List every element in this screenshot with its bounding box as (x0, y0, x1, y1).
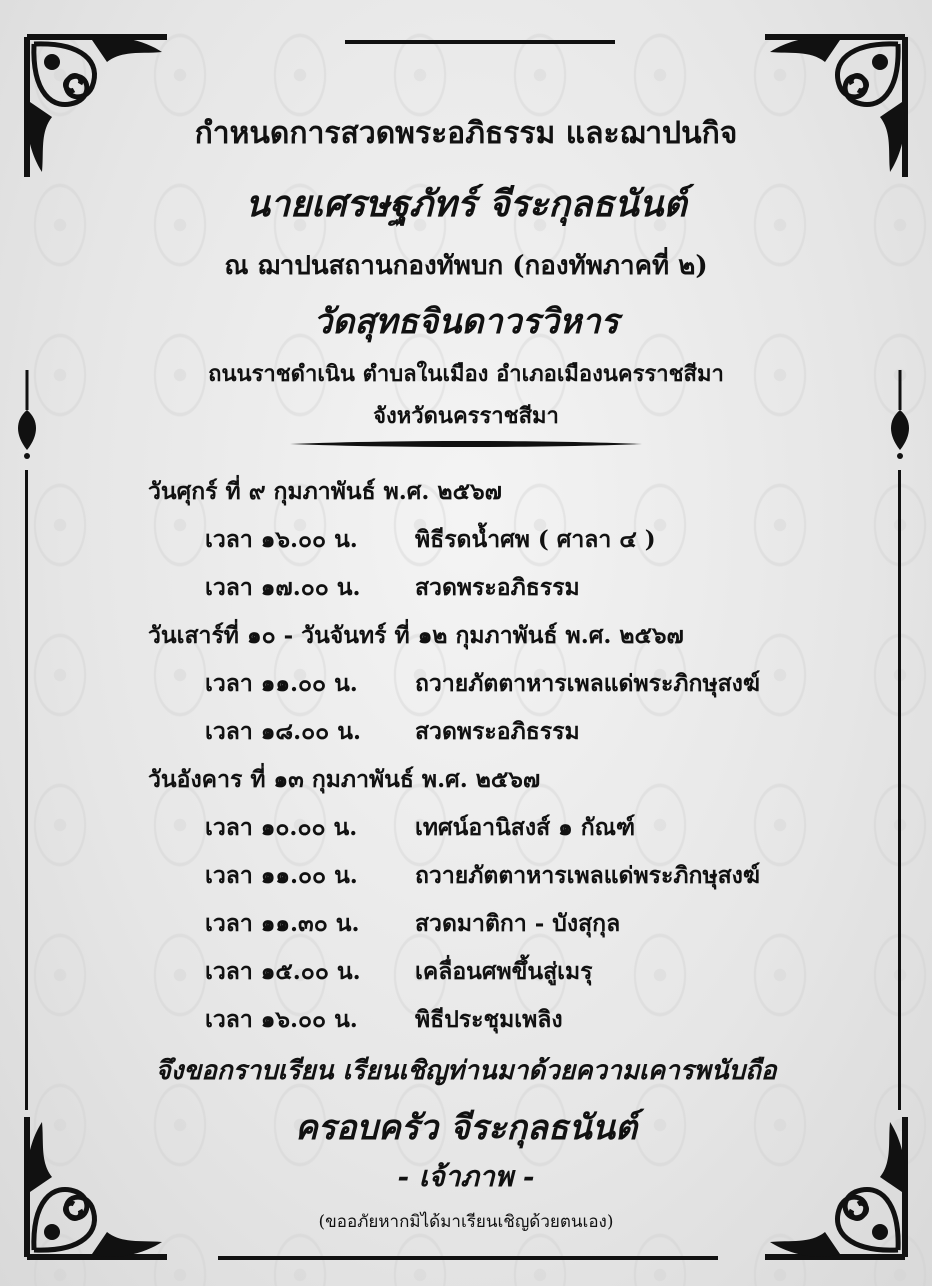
event-desc: ถวายภัตตาหารเพลแด่พระภิกษุสงฆ์ (415, 670, 760, 697)
closing-invitation: จึงขอกราบเรียน เรียนเชิญท่านมาด้วยความเคารพนับถือ (155, 1056, 777, 1086)
event-desc: สวดพระอภิธรรม (415, 718, 580, 745)
family-name: ครอบครัว จีระกุลธนันต์ (294, 1108, 638, 1148)
schedule-event (205, 570, 580, 606)
temple-name: วัดสุทธจินดาวรวิหาร (313, 302, 619, 342)
event-time: เวลา ๑๑.๐๐ น. (205, 862, 358, 889)
event-time: เวลา ๑๘.๐๐ น. (205, 718, 361, 745)
event-time: เวลา ๑๐.๐๐ น. (205, 814, 358, 841)
schedule-event (205, 954, 593, 990)
event-time: เวลา ๑๕.๐๐ น. (205, 958, 361, 985)
address-line-2: จังหวัดนครราชสีมา (373, 403, 559, 429)
event-time: เวลา ๑๑.๓๐ น. (205, 910, 360, 937)
schedule-event (205, 666, 760, 702)
schedule-event (205, 810, 635, 846)
event-desc: พิธีรดน้ำศพ ( ศาลา ๔ ) (415, 526, 656, 553)
event-desc: สวดมาติกา - บังสุกุล (415, 910, 621, 937)
schedule-event (205, 1002, 563, 1038)
venue: ณ ฌาปนสถานกองทัพบก (กองทัพภาคที่ ๒) (224, 251, 708, 281)
card-title: กำหนดการสวดพระอภิธรรม และฌาปนกิจ (194, 116, 738, 151)
event-desc: เทศน์อานิสงส์ ๑ กัณฑ์ (415, 814, 636, 841)
schedule-day: วันศุกร์ ที่ ๙ กุมภาพันธ์ พ.ศ. ๒๕๖๗ (148, 478, 502, 505)
schedule-event (205, 906, 620, 942)
event-desc: สวดพระอภิธรรม (415, 574, 580, 601)
event-time: เวลา ๑๖.๐๐ น. (205, 1006, 358, 1033)
header-divider (290, 440, 642, 448)
event-desc: ถวายภัตตาหารเพลแด่พระภิกษุสงฆ์ (415, 862, 760, 889)
event-desc: พิธีประชุมเพลิง (415, 1006, 563, 1033)
event-desc: เคลื่อนศพขึ้นสู่เมรุ (415, 958, 593, 985)
schedule-day: วันเสาร์ที่ ๑๐ - วันจันทร์ ที่ ๑๒ กุมภาพันธ์ พ.ศ. ๒๕๖๗ (148, 622, 684, 649)
host-label: - เจ้าภาพ - (397, 1160, 535, 1193)
deceased-name: นายเศรษฐภัทร์ จีระกุลธนันต์ (245, 183, 687, 225)
schedule-event (205, 714, 580, 750)
event-time: เวลา ๑๑.๐๐ น. (205, 670, 358, 697)
schedule-event (205, 522, 656, 558)
apology-note: (ขออภัยหากมิได้มาเรียนเชิญด้วยตนเอง) (318, 1212, 614, 1232)
schedule-event (205, 858, 760, 894)
event-time: เวลา ๑๖.๐๐ น. (205, 526, 358, 553)
address-line-1: ถนนราชดำเนิน ตำบลในเมือง อำเภอเมืองนครราชสีมา (208, 361, 724, 387)
schedule-day: วันอังคาร ที่ ๑๓ กุมภาพันธ์ พ.ศ. ๒๕๖๗ (148, 766, 541, 793)
event-time: เวลา ๑๗.๐๐ น. (205, 574, 361, 601)
